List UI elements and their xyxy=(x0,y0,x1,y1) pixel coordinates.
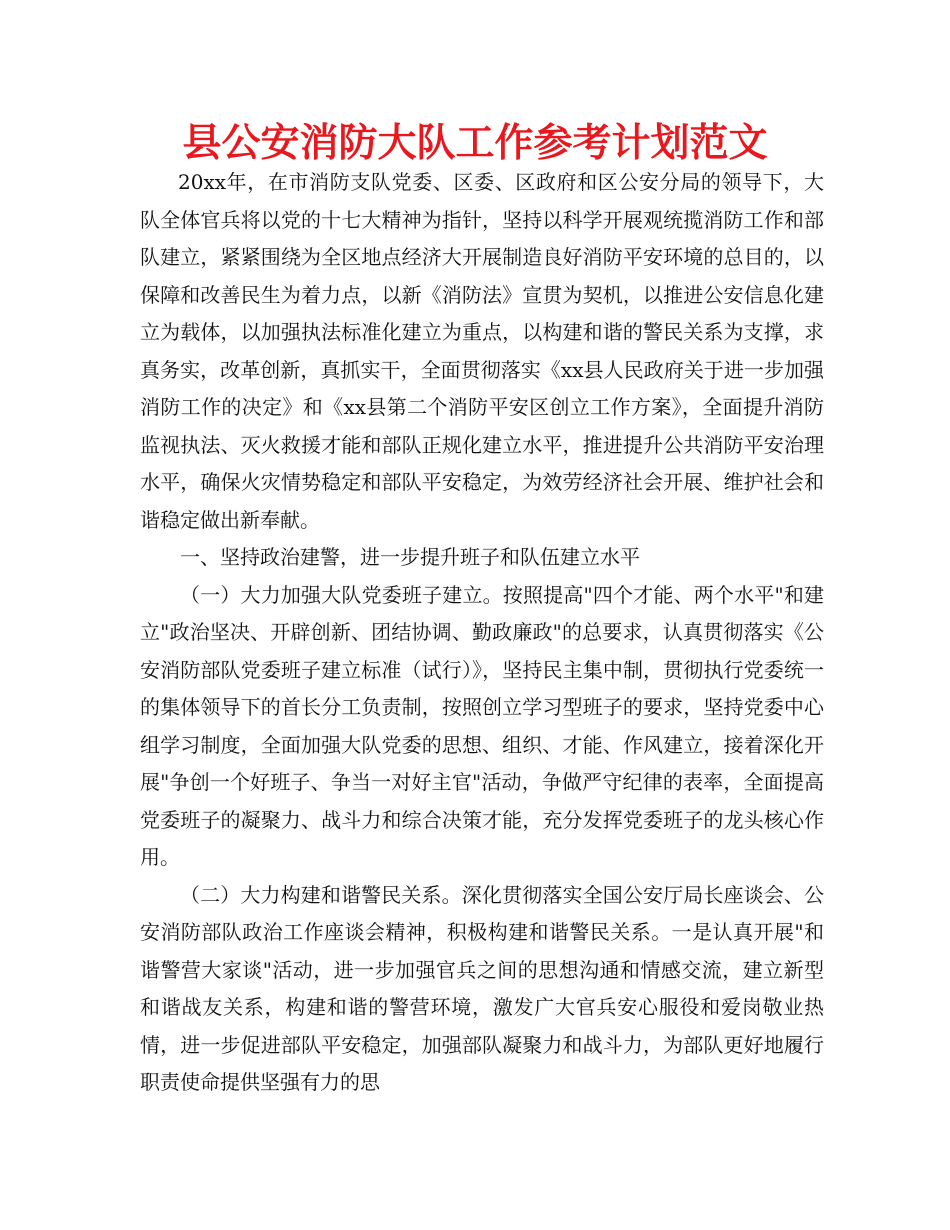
section-heading-1: 一、坚持政治建警，进一步提升班子和队伍建立水平 xyxy=(180,545,640,569)
paragraph-2: （二）大力构建和谐警民关系。深化贯彻落实全国公安厅局长座谈会、公安消防部队政治工作座谈会精神，积极构建和谐警民关系。一是认真开展"和谐警营大家谈"活动，进一步加强官兵之间的思想沟通和情感交流，建立新型和谐战友关系，构建和谐的警营环境，激发广大官兵安心服役和爱岗敬业热情，进一步促进部队平安稳定，加强部队凝聚力和战斗力，为部队更好地履行职责使命提供坚强有力的思 xyxy=(140,882,824,1094)
document-body xyxy=(140,164,824,1102)
paragraph-intro: 20xx年，在市消防支队党委、区委、区政府和区公安分局的领导下，大队全体官兵将以党的十七大精神为指针，坚持以科学开展观统揽消防工作和部队建立，紧紧围绕为全区地点经济大开展制造良好消防平安环境的总目的，以保障和改善民生为着力点，以新《消防法》宣贯为契机，以推进公安信息化建立为载体，以加强执法标准化建立为重点，以构建和谐的警民关系为支撑，求真务实，改革创新，真抓实干，全面贯彻落实《xx县人民政府关于进一步加强消防工作的决定》和《xx县第二个消防平安区创立工作方案》，全面提升消防监视执法、灭火救援才能和部队正规化建立水平，推进提升公共消防平安治理水平，确保火灾情势稳定和部队平安稳定，为效劳经济社会开展、维护社会和谐稳定做出新奉献。 xyxy=(140,170,824,532)
paragraph-1: （一）大力加强大队党委班子建立。按照提高"四个才能、两个水平"和建立"政治坚决、开辟创新、团结协调、勤政廉政"的总要求，认真贯彻落实《公安消防部队党委班子建立标准（试行）》，坚持民主集中制，贯彻执行党委统一的集体领导下的首长分工负责制，按照创立学习型班子的要求，坚持党委中心组学习制度，全面加强大队党委的思想、组织、才能、作风建立，接着深化开展"争创一个好班子、争当一对好主官"活动，争做严守纪律的表率，全面提高党委班子的凝聚力、战斗力和综合决策才能，充分发挥党委班子的龙头核心作用。 xyxy=(140,582,824,869)
document-title: 县公安消防大队工作参考计划范文 xyxy=(182,121,768,166)
